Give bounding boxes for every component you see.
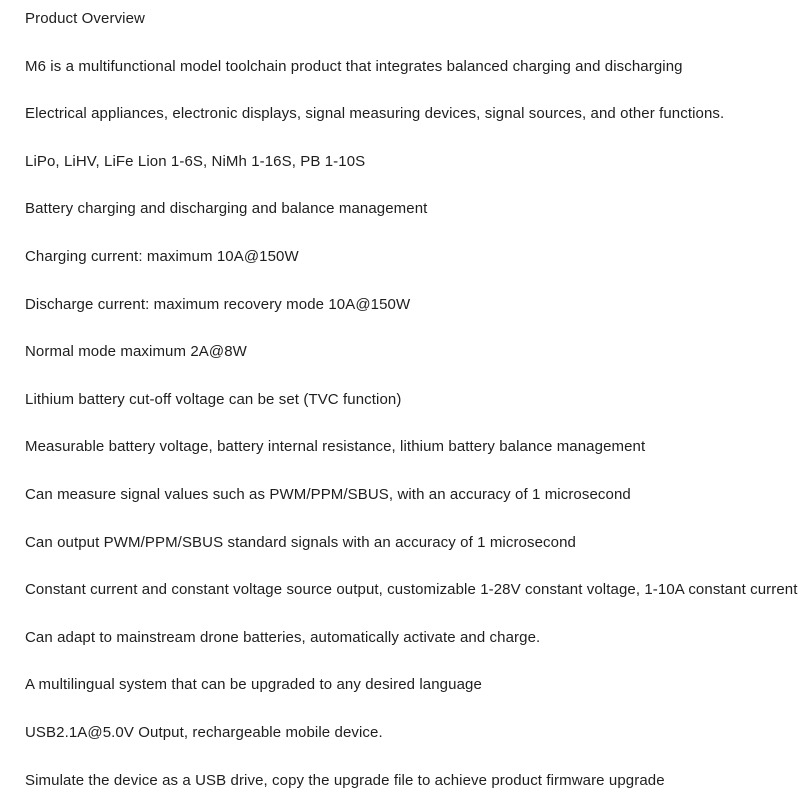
paragraph: Can measure signal values such as PWM/PPM/SBUS, with an accuracy of 1 microsecond [25,485,631,503]
paragraph: USB2.1A@5.0V Output, rechargeable mobile device. [25,723,383,741]
paragraph: LiPo, LiHV, LiFe Lion 1-6S, NiMh 1-16S, PB 1-10S [25,152,366,170]
paragraph: Battery charging and discharging and balance management [25,200,428,218]
paragraph: A multilingual system that can be upgraded to any desired language [25,676,482,694]
paragraph: Discharge current: maximum recovery mode 10A@150W [25,295,411,313]
paragraph: Electrical appliances, electronic displays, signal measuring devices, signal sources, and other functions. [25,105,725,123]
paragraph: M6 is a multifunctional model toolchain product that integrates balanced charging and discharging [25,57,683,75]
paragraph: Can adapt to mainstream drone batteries, automatically activate and charge. [25,628,541,646]
paragraph: Constant current and constant voltage source output, customizable 1-28V constant voltage, 1-10A constant current [25,581,798,599]
paragraph: Charging current: maximum 10A@150W [25,247,299,265]
paragraph: Can output PWM/PPM/SBUS standard signals with an accuracy of 1 microsecond [25,533,576,551]
paragraph: Normal mode maximum 2A@8W [25,343,247,361]
paragraph: Measurable battery voltage, battery internal resistance, lithium battery balance management [25,438,646,456]
paragraph: Lithium battery cut-off voltage can be set (TVC function) [25,390,402,408]
paragraph: Simulate the device as a USB drive, copy the upgrade file to achieve product firmware upgrade [25,771,665,789]
page-title: Product Overview [25,10,145,27]
